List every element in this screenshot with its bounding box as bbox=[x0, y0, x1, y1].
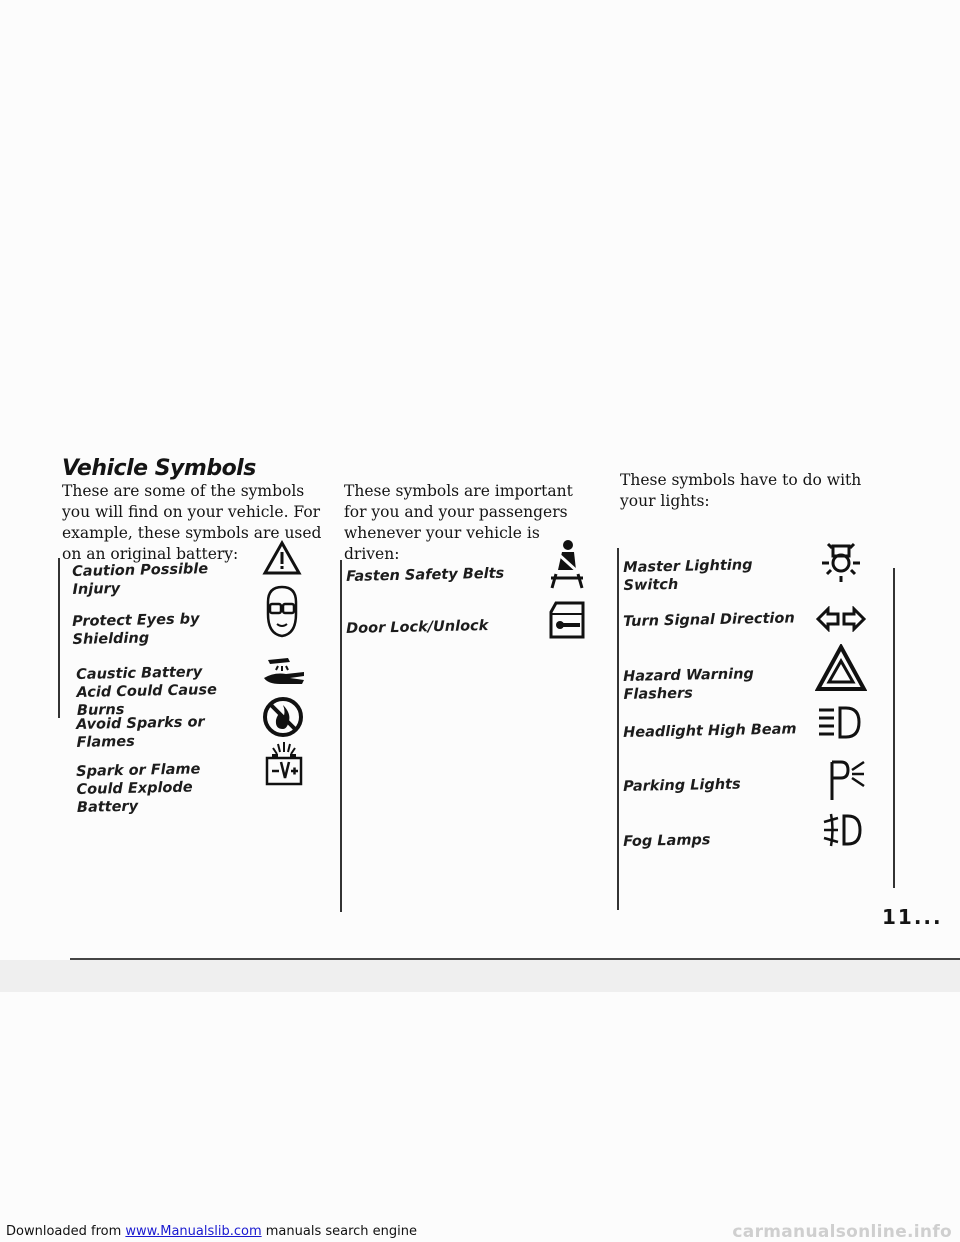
intro-passengers: These symbols are important for you and your passengers whenever your vehicle is driven: bbox=[344, 482, 573, 563]
label-parking-lights: Parking Lights bbox=[623, 776, 741, 795]
watermark: carmanualsonline.info bbox=[732, 1222, 952, 1242]
label-turn-signal: Turn Signal Direction bbox=[623, 610, 795, 630]
label-hazard-flashers: Hazard Warning Flashers bbox=[623, 666, 754, 703]
label-caution-possible-injury: Caution Possible Injury bbox=[72, 561, 209, 598]
label-avoid-sparks: Avoid Sparks or Flames bbox=[76, 714, 205, 751]
no-flame-icon bbox=[262, 696, 304, 738]
label-spark-explode: Spark or Flame Could Explode Battery bbox=[76, 761, 201, 816]
bottom-rule bbox=[70, 958, 960, 960]
parking-lights-icon bbox=[826, 756, 866, 802]
label-fasten-safety-belts: Fasten Safety Belts bbox=[346, 565, 505, 585]
page-title: Vehicle Symbols bbox=[62, 456, 256, 481]
download-footer bbox=[6, 1224, 417, 1239]
turn-signal-icon bbox=[816, 606, 866, 632]
door-lock-icon bbox=[548, 600, 588, 640]
seatbelt-icon bbox=[546, 538, 588, 590]
column-rule-3 bbox=[617, 548, 619, 910]
page-number: 11... bbox=[882, 905, 943, 929]
eye-shield-icon bbox=[263, 584, 301, 638]
intro-battery: These are some of the symbols you will find on your vehicle. For example, these symbols are used on an original battery: bbox=[62, 482, 322, 563]
battery-explode-icon bbox=[264, 742, 304, 788]
label-high-beam: Headlight High Beam bbox=[623, 721, 797, 741]
footer-prefix: Downloaded from bbox=[6, 1224, 126, 1239]
intro-lights: These symbols have to do with your lights: bbox=[620, 471, 862, 510]
label-door-lock: Door Lock/Unlock bbox=[346, 618, 489, 637]
master-lighting-icon bbox=[818, 538, 864, 584]
caustic-acid-icon bbox=[260, 654, 308, 688]
column-rule-1 bbox=[58, 558, 60, 718]
footer-suffix: manuals search engine bbox=[261, 1224, 418, 1239]
fog-lamp-icon bbox=[820, 810, 862, 850]
bottom-band bbox=[0, 960, 960, 992]
label-fog-lamps: Fog Lamps bbox=[623, 832, 711, 850]
label-master-lighting: Master Lighting Switch bbox=[623, 557, 753, 594]
label-caustic-acid: Caustic Battery Acid Could Cause Burns bbox=[76, 664, 218, 719]
high-beam-icon bbox=[816, 702, 862, 744]
label-protect-eyes: Protect Eyes by Shielding bbox=[72, 611, 200, 648]
column-rule-2 bbox=[340, 560, 342, 912]
column-rule-4 bbox=[893, 568, 895, 888]
manualslib-link[interactable]: www.Manualslib.com bbox=[125, 1224, 262, 1239]
hazard-triangle-icon bbox=[815, 644, 867, 692]
caution-triangle-icon bbox=[262, 540, 302, 576]
